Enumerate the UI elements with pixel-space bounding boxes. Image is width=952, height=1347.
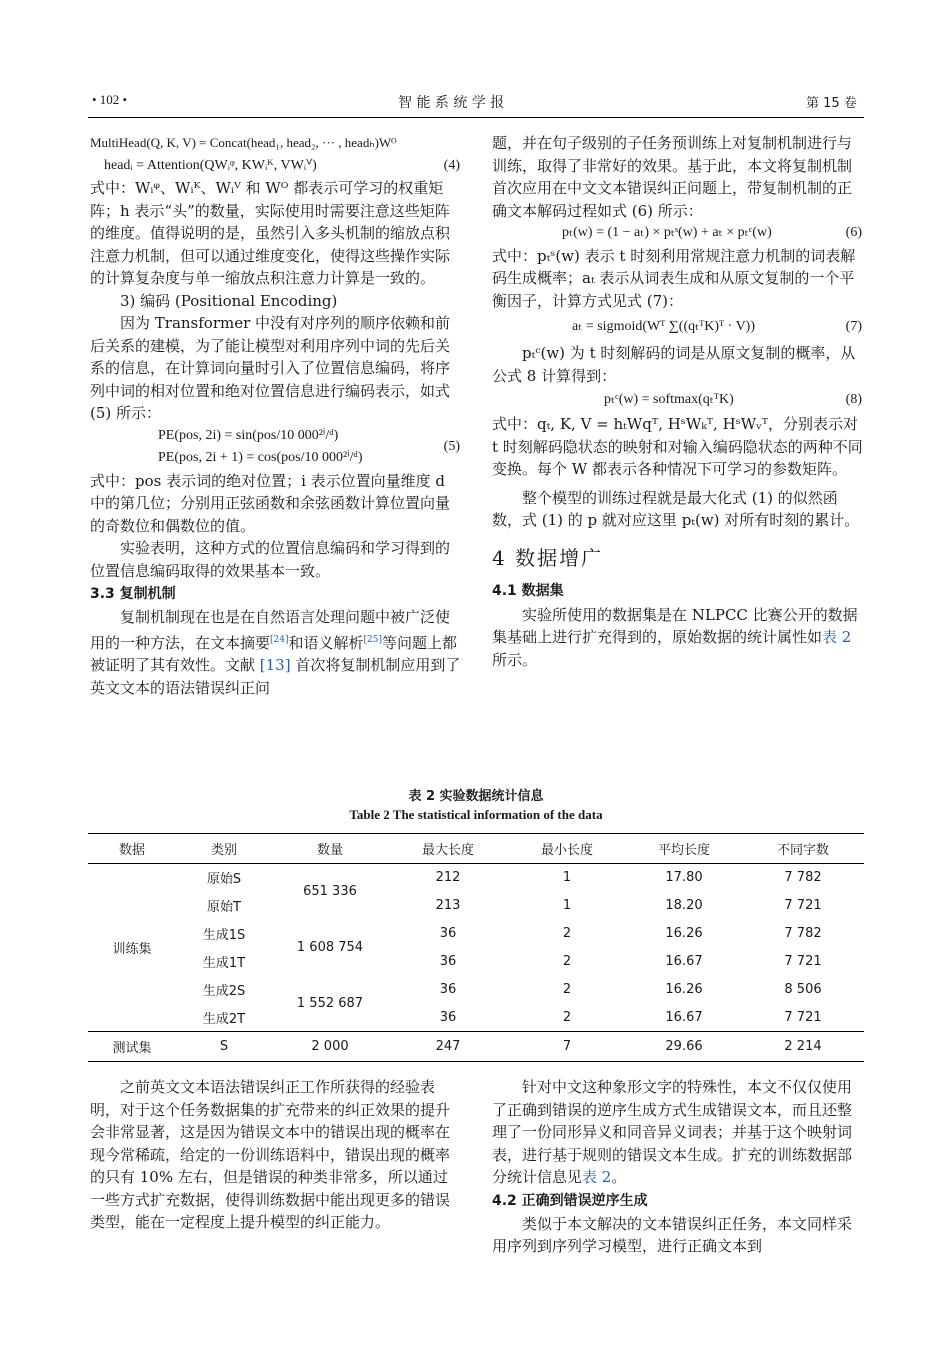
table-cell: 7 782: [784, 870, 822, 886]
table-cell: 7: [562, 1039, 572, 1054]
column-header: 最大长度: [421, 843, 474, 858]
table-cell: S: [219, 1039, 229, 1054]
table-cell: 17.80: [665, 870, 703, 886]
equation-number: (7): [845, 319, 862, 334]
table-cell: 651 336: [303, 884, 357, 900]
table-cell: 213: [435, 898, 461, 913]
table-cell: 原始T: [207, 900, 241, 915]
citation-link[interactable]: [24]: [270, 634, 289, 645]
table-cell: 8 506: [784, 982, 822, 997]
table-cell: 18.20: [665, 898, 703, 913]
section-4-2-heading: 4.2 正确到错误逆序生成: [492, 1192, 648, 1209]
equation-6: pₜ(w) = (1 − aₜ) × pₜˢ(w) + aₜ × pₜᶜ(w) (6): [492, 222, 864, 245]
table-cell: 生成2T: [202, 1011, 246, 1027]
table-cell: 生成1T: [202, 956, 246, 971]
column-header: 平均长度: [657, 843, 710, 858]
table-cell: 原始S: [206, 872, 242, 888]
table-cell: 36: [439, 982, 457, 997]
column-header: 最小长度: [540, 843, 593, 858]
table-cell: 2: [562, 1009, 572, 1025]
table-cell: 2: [562, 954, 572, 969]
table-cell: 16.67: [665, 1009, 703, 1025]
table-cell: 7 782: [784, 926, 822, 941]
equation-7: aₜ = sigmoid(Wᵀ ∑((qₜᵀK)ᵀ · V)) (7): [492, 312, 864, 342]
equation-4-line1: MultiHead(Q, K, V) = Concat(head₁, head₂, ··· , headₕ)Wᴼ: [90, 135, 397, 150]
table-row: [88, 892, 864, 920]
table-2-link[interactable]: 表 2: [822, 628, 852, 646]
table-cell: 生成1S: [202, 928, 246, 943]
table-cell: 36: [439, 1009, 457, 1025]
right-column: [492, 132, 864, 671]
paragraph: 式中：qₜ, K, V = hₜWqᵀ, HˢWₖᵀ, HˢWᵥᵀ，分别表示对 t 时刻解码隐状态的映射和对输入编码隐状态的两种不同变换。每个 W 都表示各种情况下可学习的参数矩阵。: [492, 415, 863, 478]
paragraph: 式中：pos 表示词的绝对位置；i 表示位置向量维度 d 中的第几位；分别用正弦函数和余弦函数计算位置向量的奇数位和偶数位的值。: [90, 471, 451, 535]
table-row: [88, 1004, 864, 1032]
page-number: • 102 •: [92, 92, 128, 107]
table-cell: 36: [439, 954, 457, 969]
equation-5-line2: PE(pos, 2i + 1) = cos(pos/10 000²ⁱ/ᵈ) (5): [90, 447, 462, 470]
paragraph: 题，并在句子级别的子任务预训练上对复制机制进行与训练，取得了非常好的效果。基于此，本文将复制机制首次应用在中文文本错误纠正问题上，带复制机制的正确文本解码过程如式 (6) 所示：: [492, 134, 853, 220]
table-cell: 29.66: [665, 1039, 703, 1054]
group-label: 测试集: [112, 1041, 152, 1056]
table-cell: 1 608 754: [296, 940, 364, 955]
paragraph: 整个模型的训练过程就是最大化式 (1) 的似然函数，式 (1) 的 p 就对应这里 pₜ(w) 对所有时刻的累计。: [492, 488, 860, 529]
equation-number: (8): [845, 392, 862, 407]
table-row: [88, 948, 864, 976]
table-cell: 1: [562, 870, 572, 886]
paragraph: 之前英文文本语法错误纠正工作所获得的经验表明，对于这个任务数据集的扩充带来的纠正效果的提升会非常显著，这是因为错误文本中的错误出现的概率在现今常稀疏，给定的一份训练语料中，错误出现的概率的只有 10% 左右，但是错误的种类非常多，所以通过一些方式扩充数据，使得训练数据中能出现更多的错误类型，能在一定程度上提升模型的纠正能力。: [90, 1078, 451, 1231]
table-cell: 2 000: [311, 1039, 349, 1054]
table-2-link[interactable]: 表 2: [582, 1168, 612, 1186]
citation-link[interactable]: [13]: [259, 656, 291, 674]
equation-number: (4): [443, 157, 460, 173]
table-header-row: [88, 834, 864, 864]
paragraph: 实验所使用的数据集是在 NLPCC 比赛公开的数据集基础上进行扩充得到的，原始数据的统计属性如表 2 所示。: [492, 605, 858, 669]
table-cell: 1 552 687: [296, 995, 364, 1011]
table-cell: 7 721: [784, 898, 822, 913]
table-cell: 212: [435, 870, 461, 886]
equation-4-line2: headᵢ = Attention(QWᵢᵠ, KWᵢᴷ, VWᵢⱽ) (4): [90, 155, 462, 178]
table-cell: 7 721: [784, 954, 822, 969]
section-3-3-heading: 3.3 复制机制: [90, 586, 176, 602]
paragraph: pₜᶜ(w) 为 t 时刻解码的词是从原文复制的概率，从公式 8 计算得到：: [492, 344, 856, 385]
table-cell: 2: [562, 926, 572, 941]
left-column: [90, 132, 462, 699]
equation-number: (5): [443, 439, 460, 454]
header-rule: [88, 117, 864, 118]
equation-5-line1: PE(pos, 2i) = sin(pos/10 000²ⁱ/ᵈ): [158, 427, 339, 443]
table-cell: 2: [562, 982, 572, 997]
citation-link[interactable]: [25]: [363, 634, 382, 645]
paragraph: 式中：pₜˢ(w) 表示 t 时刻利用常规注意力机制的词表解码生成概率；aₜ 表示从词表生成和从原文复制的一个平衡因子，计算方式见式 (7)：: [492, 246, 856, 310]
column-header: 数据: [118, 843, 145, 858]
paragraph: 类似于本文解决的文本错误纠正任务，本文同样采用序列到序列学习模型，进行正确文本到: [492, 1214, 853, 1255]
table-cell: 16.26: [665, 926, 703, 941]
equation-8: pₜᶜ(w) = softmax(qₜᵀK) (8): [492, 387, 864, 413]
volume-label: 第 15 卷: [806, 96, 857, 111]
table-cell: 2 214: [784, 1039, 822, 1054]
table-cell: 7 721: [784, 1009, 822, 1025]
section-4-heading: 4 数据增广: [492, 545, 604, 570]
bottom-left-column: [90, 1076, 462, 1234]
table-cell: 1: [562, 898, 572, 913]
bottom-right-column: [492, 1076, 864, 1258]
paragraph: 式中：Wᵢᵠ、Wᵢᴷ、Wᵢⱽ 和 Wᴼ 都表示可学习的权重矩阵；h 表示“头”的数量，实际使用时需要注意这些矩阵的维度。值得说明的是，虽然引入多头机制的缩放点积注意力机制，但可以通过维度变化，使得这些操作实际的计算复杂度与单一缩放点积注意力计算是一致的。: [90, 179, 451, 287]
table-cell: 生成2S: [202, 984, 246, 999]
column-header: 不同字数: [776, 843, 829, 858]
table-caption-cn: 表 2 实验数据统计信息: [408, 789, 544, 804]
group-label: 训练集: [112, 942, 152, 957]
section-4-1-heading: 4.1 数据集: [492, 582, 564, 599]
statistics-table: [88, 833, 864, 1062]
paragraph: 复制机制现在也是在自然语言处理问题中被广泛使用的一种方法，在文本摘要[24]和语义解析[25]等问题上都被证明了其有效性。文献 [13] 首次将复制机制应用到了英文文本的语法错误纠正问: [90, 608, 461, 697]
paragraph: 针对中文这种象形文字的特殊性，本文不仅仅使用了正确到错误的逆序生成方式生成错误文本，而且还整理了一份同形异义和同音异义词表；并基于这个映射词表，进行基于规则的错误文本生成。扩充的训练数据部分统计信息见表 2。: [492, 1078, 853, 1186]
subheading-positional-encoding: 3) 编码 (Positional Encoding): [120, 291, 338, 310]
table-cell: 16.26: [665, 982, 703, 997]
table-cell: 36: [439, 926, 457, 941]
table-row: [88, 1032, 864, 1062]
column-header: 类别: [210, 843, 237, 858]
equation-number: (6): [845, 225, 862, 240]
table-row: [88, 864, 864, 892]
journal-title: 智 能 系 统 学 报: [398, 95, 505, 111]
table-row: [88, 920, 864, 948]
column-header: 数量: [316, 843, 343, 858]
paragraph: 实验表明，这种方式的位置信息编码和学习得到的位置信息编码取得的效果基本一致。: [90, 539, 451, 580]
table-cell: 16.67: [665, 954, 703, 969]
table-caption-en: Table 2 The statistical information of the data: [349, 807, 603, 822]
paragraph: 因为 Transformer 中没有对序列的顺序依赖和前后关系的建模，为了能让模型对利用序列中词的先后关系的信息，在计算词向量时引入了位置信息编码，将序列中词的相对位置和绝对位置信息进行编码表示，如式 (5) 所示：: [90, 314, 451, 422]
table-cell: 247: [435, 1039, 461, 1054]
table-row: [88, 976, 864, 1004]
